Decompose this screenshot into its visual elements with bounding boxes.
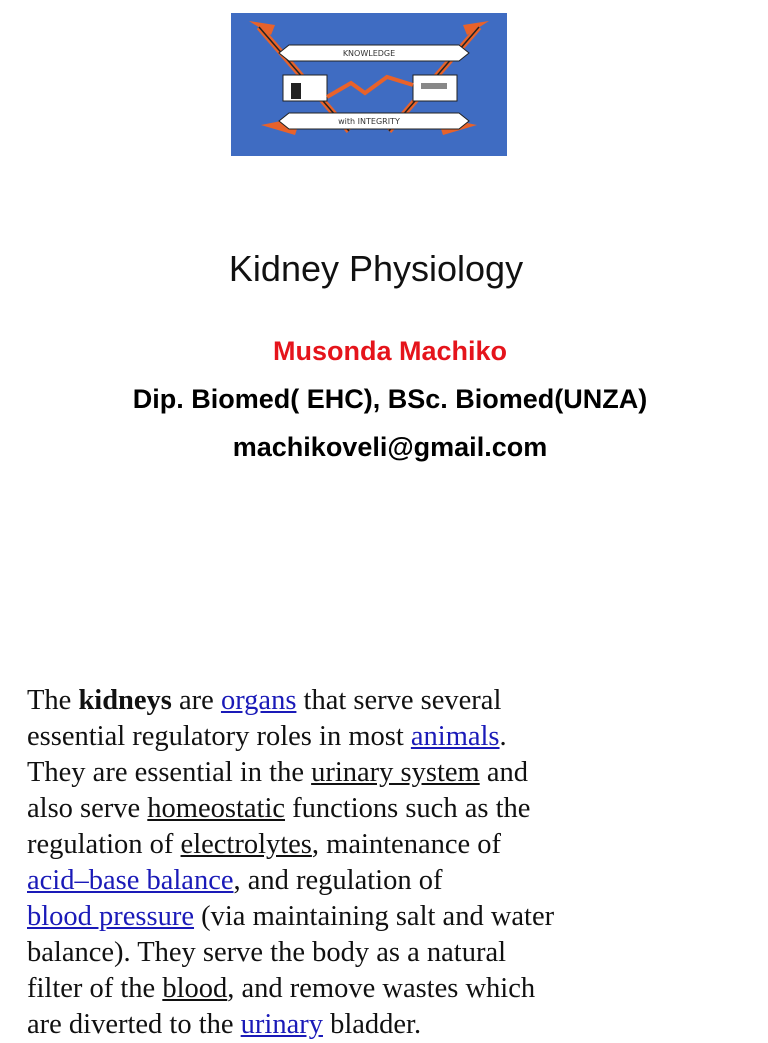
paragraph-line: blood pressure (via maintaining salt and water xyxy=(27,901,555,932)
paragraph-line: The kidneys are organs that serve several xyxy=(27,685,502,716)
paragraph-line: filter of the blood, and remove wastes which xyxy=(27,973,536,1004)
lightning-bolt xyxy=(327,77,413,97)
university-crest-logo xyxy=(231,13,507,156)
link-urinary-system[interactable]: urinary system xyxy=(311,757,480,788)
kidney-description-paragraph xyxy=(27,683,747,1043)
link-animals[interactable]: animals xyxy=(410,721,500,752)
crest-shield-left xyxy=(283,75,327,101)
paragraph-line: regulation of electrolytes, maintenance of xyxy=(27,829,502,860)
link-acid-base-balance[interactable]: acid–base balance xyxy=(27,865,234,896)
banner-bottom-text: with INTEGRITY xyxy=(338,117,400,126)
link-blood-pressure[interactable]: blood pressure xyxy=(27,901,195,932)
paragraph-line: also serve homeostatic functions such as the xyxy=(27,793,531,824)
link-urinary[interactable]: urinary xyxy=(240,1009,323,1040)
link-electrolytes[interactable]: electrolytes xyxy=(180,829,312,860)
author-credentials: Dip. Biomed( EHC), BSc. Biomed(UNZA) xyxy=(132,384,648,414)
paragraph-line: acid–base balance, and regulation of xyxy=(27,865,443,896)
link-organs[interactable]: organs xyxy=(220,685,297,716)
banner-top-text: KNOWLEDGE xyxy=(342,49,396,58)
link-homeostatic[interactable]: homeostatic xyxy=(147,793,286,824)
paragraph-line: essential regulatory roles in most animals. xyxy=(27,721,507,752)
slide-title: Kidney Physiology xyxy=(228,248,524,289)
link-blood[interactable]: blood xyxy=(162,973,228,1004)
crest-graphic xyxy=(231,13,507,156)
author-name: Musonda Machiko xyxy=(272,336,508,366)
author-email: machikoveli@gmail.com xyxy=(232,432,548,462)
bold-term-kidneys: kidneys xyxy=(78,685,172,716)
paragraph-line: They are essential in the urinary system and xyxy=(27,757,528,788)
paragraph-line: are diverted to the urinary bladder. xyxy=(27,1009,422,1040)
paragraph-line: balance). They serve the body as a natural xyxy=(27,937,507,968)
